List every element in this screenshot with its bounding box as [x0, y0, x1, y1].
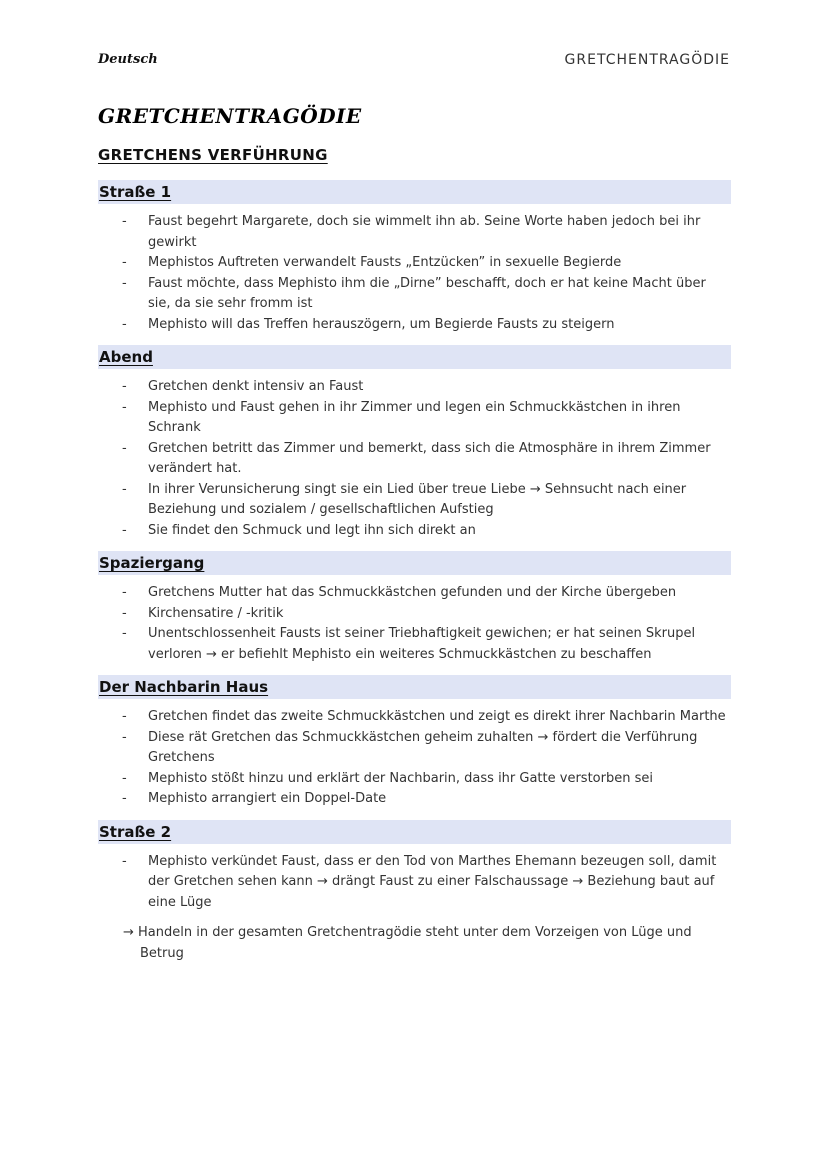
list-item-text: Gretchen findet das zweite Schmuckkästchen und zeigt es direkt ihrer Nachbarin Marthe	[148, 709, 726, 724]
bullet-list	[98, 377, 731, 541]
bullet-dash: -	[122, 440, 127, 456]
bullet-dash: -	[122, 379, 127, 394]
conclusion-text: → Handeln in der gesamten Gretchentragödie steht unter dem Vorzeigen von Lüge und Betrug	[123, 925, 692, 961]
list-item	[98, 769, 731, 790]
list-item	[98, 439, 731, 480]
list-item	[98, 480, 731, 521]
bullet-dash: -	[122, 399, 127, 415]
list-item-text: Mephisto verkündet Faust, dass er den Tod von Marthes Ehemann bezeugen soll, damit der Gretchen sehen kann → drängt Faust zu einer Falschaussage → Beziehung baut auf eine Lüge	[148, 853, 717, 910]
section-heading: Straße 1	[98, 180, 731, 204]
list-item	[98, 274, 731, 315]
list-item	[98, 212, 731, 253]
bullet-dash: -	[122, 626, 127, 641]
list-item	[98, 852, 731, 914]
bullet-dash: -	[122, 853, 127, 869]
page-header	[98, 52, 730, 72]
header-topic: GRETCHENTRAGÖDIE	[564, 52, 730, 68]
list-item-text: Gretchens Mutter hat das Schmuckkästchen gefunden und der Kirche übergeben	[148, 585, 677, 600]
section-heading: Abend	[98, 345, 731, 369]
list-item-text: In ihrer Verunsicherung singt sie ein Lied über treue Liebe → Sehnsucht nach einer Beziehung und sozialem / gesellschaftlichen Aufstieg	[148, 481, 687, 517]
list-item	[98, 707, 731, 728]
document-body	[98, 180, 731, 964]
list-item-text: Faust möchte, dass Mephisto ihm die „Dirne” beschafft, doch er hat keine Macht über sie, da sie sehr fromm ist	[148, 275, 706, 311]
list-item	[98, 624, 731, 665]
list-item-text: Gretchen betritt das Zimmer und bemerkt, dass sich die Atmosphäre in ihrem Zimmer verändert hat.	[148, 440, 711, 476]
list-item	[98, 604, 731, 625]
section-heading: Der Nachbarin Haus	[98, 675, 731, 699]
bullet-dash: -	[122, 522, 127, 538]
bullet-dash: -	[122, 709, 127, 724]
list-item	[98, 377, 731, 398]
bullet-list	[98, 212, 731, 335]
list-item	[98, 253, 731, 274]
bullet-list	[98, 707, 731, 810]
bullet-list	[98, 852, 731, 914]
sections-container	[98, 180, 731, 913]
list-item-text: Gretchen denkt intensiv an Faust	[148, 379, 364, 394]
bullet-dash: -	[122, 585, 127, 600]
list-item	[98, 398, 731, 439]
list-item-text: Mephisto und Faust gehen in ihr Zimmer und legen ein Schmuckkästchen in ihren Schrank	[148, 399, 681, 435]
list-item	[98, 521, 731, 542]
list-item	[98, 315, 731, 336]
bullet-dash: -	[122, 729, 127, 745]
list-item	[98, 789, 731, 810]
list-item	[98, 583, 731, 604]
list-item-text: Mephisto stößt hinzu und erklärt der Nachbarin, dass ihr Gatte verstorben sei	[148, 770, 653, 786]
list-item-text: Faust begehrt Margarete, doch sie wimmelt ihn ab. Seine Worte haben jedoch bei ihr gewirkt	[148, 214, 701, 250]
list-item-text: Mephisto arrangiert ein Doppel-Date	[148, 791, 387, 806]
bullet-dash: -	[122, 770, 127, 786]
list-item-text: Unentschlossenheit Fausts ist seiner Triebhaftigkeit gewichen; er hat seinen Skrupel verloren → er befiehlt Mephisto ein weiteres Schmuckkästchen zu beschaffen	[148, 626, 696, 662]
document-subtitle: GRETCHENS VERFÜHRUNG	[98, 146, 328, 164]
list-item-text: Mephisto will das Treffen herauszögern, um Begierde Fausts zu steigern	[148, 316, 615, 332]
header-subject: Deutsch	[98, 52, 158, 67]
document-title: GRETCHENTRAGÖDIE	[98, 104, 362, 128]
list-item	[98, 728, 731, 769]
list-item-text: Sie findet den Schmuck und legt ihn sich direkt an	[148, 522, 476, 538]
section-heading: Straße 2	[98, 820, 731, 844]
bullet-list	[98, 583, 731, 665]
bullet-dash: -	[122, 214, 127, 229]
bullet-dash: -	[122, 316, 127, 332]
section-heading: Spaziergang	[98, 551, 731, 575]
bullet-dash: -	[122, 275, 127, 291]
list-item-text: Kirchensatire / -kritik	[148, 605, 284, 621]
bullet-dash: -	[122, 255, 127, 270]
bullet-dash: -	[122, 605, 127, 621]
bullet-dash: -	[122, 791, 127, 806]
bullet-dash: -	[122, 481, 127, 497]
list-item-text: Mephistos Auftreten verwandelt Fausts „Entzücken” in sexuelle Begierde	[148, 255, 622, 270]
list-item-text: Diese rät Gretchen das Schmuckkästchen geheim zuhalten → fördert die Verführung Gretchens	[148, 729, 698, 765]
